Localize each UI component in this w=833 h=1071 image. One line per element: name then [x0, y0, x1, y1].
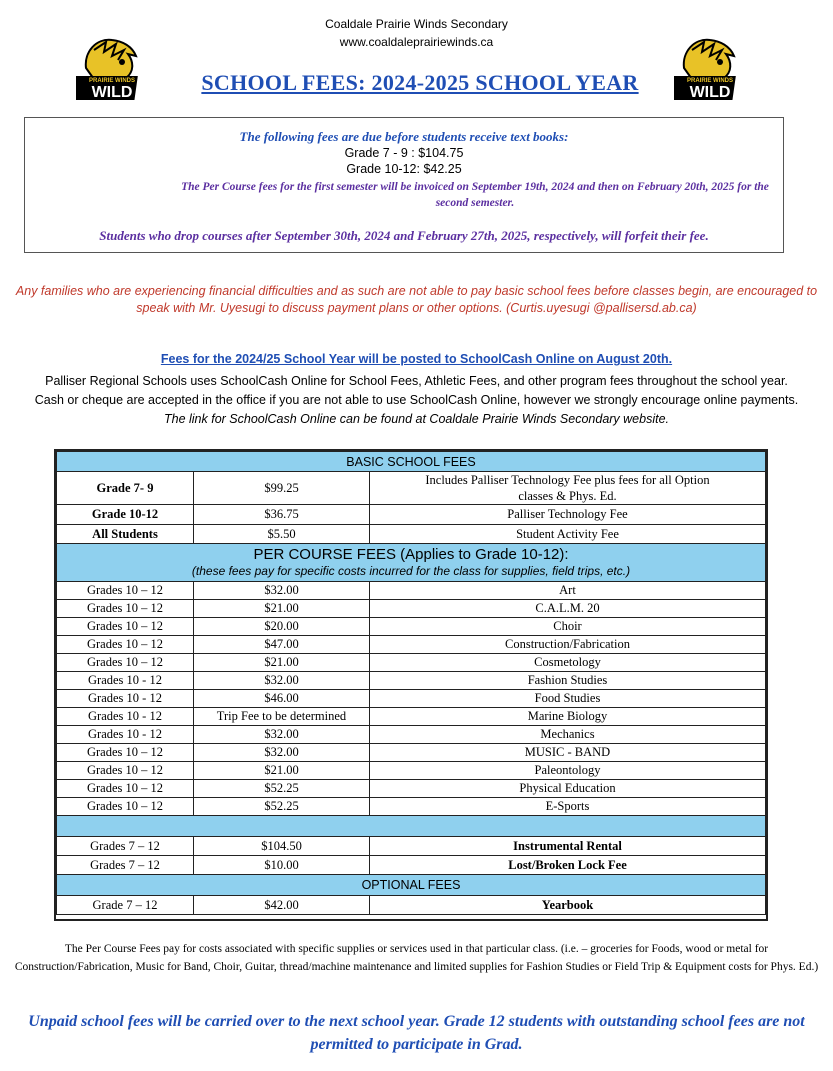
course-grade-cell: Grades 10 – 12: [57, 600, 194, 618]
course-fee-cell: $52.25: [194, 798, 370, 816]
schoolcash-info: [30, 372, 803, 429]
course-name-cell: Physical Education: [370, 780, 766, 798]
basic-desc-cell: Student Activity Fee: [370, 525, 766, 544]
course-name-cell: MUSIC - BAND: [370, 744, 766, 762]
logo-text: WILD: [689, 84, 731, 101]
optional-fees-title: OPTIONAL FEES: [57, 875, 766, 896]
other-grade-cell: Grades 7 – 12: [57, 837, 194, 856]
course-fee-cell: $32.00: [194, 726, 370, 744]
spacer-band: [57, 816, 766, 837]
fees-table: [54, 449, 768, 921]
course-grade-cell: Grades 10 - 12: [57, 690, 194, 708]
course-fee-cell: $52.25: [194, 780, 370, 798]
basic-fee-cell: $36.75: [194, 505, 370, 525]
course-grade-cell: Grades 10 - 12: [57, 672, 194, 690]
notice-invoice-dates: The Per Course fees for the first semester will be invoiced on September 19th, 2024 and then on February 20th, 2025 for the second semester.: [181, 181, 769, 209]
school-website-link[interactable]: www.coaldaleprairiewinds.ca: [339, 35, 494, 49]
basic-grade-cell: All Students: [57, 525, 194, 544]
course-name-cell: Fashion Studies: [370, 672, 766, 690]
notice-due-heading: The following fees are due before students receive text books:: [239, 129, 569, 144]
basic-grade-cell: Grade 7- 9: [57, 472, 194, 505]
course-name-cell: E-Sports: [370, 798, 766, 816]
schoolcash-link-note: The link for SchoolCash Online can be found at Coaldale Prairie Winds Secondary website.: [163, 412, 670, 426]
course-grade-cell: Grades 10 – 12: [57, 744, 194, 762]
course-grade-cell: Grades 10 - 12: [57, 726, 194, 744]
course-name-cell: Paleontology: [370, 762, 766, 780]
course-grade-cell: Grades 10 – 12: [57, 654, 194, 672]
notice-grade-10-12-total: Grade 10-12: $42.25: [346, 162, 462, 176]
course-grade-cell: Grades 10 – 12: [57, 762, 194, 780]
school-name: Coaldale Prairie Winds Secondary: [325, 17, 508, 31]
course-name-cell: Choir: [370, 618, 766, 636]
course-grade-cell: Grades 10 – 12: [57, 798, 194, 816]
course-fee-cell: $46.00: [194, 690, 370, 708]
course-name-cell: Mechanics: [370, 726, 766, 744]
course-name-cell: Marine Biology: [370, 708, 766, 726]
course-grade-cell: Grades 10 – 12: [57, 618, 194, 636]
basic-fee-cell: $99.25: [194, 472, 370, 505]
optional-desc-cell: Yearbook: [370, 896, 766, 915]
other-desc-cell: Lost/Broken Lock Fee: [370, 856, 766, 875]
unpaid-fees-warning: Unpaid school fees will be carried over to the next school year. Grade 12 students with outstanding school fees are not permitted to participate in Grad.: [28, 1013, 805, 1053]
fee-notice-box: [24, 117, 784, 253]
basic-fees-title: BASIC SCHOOL FEES: [57, 452, 766, 472]
course-fee-cell: $21.00: [194, 654, 370, 672]
course-fee-cell: $32.00: [194, 744, 370, 762]
basic-grade-cell: Grade 10-12: [57, 505, 194, 525]
course-fee-cell: $21.00: [194, 600, 370, 618]
basic-desc-cell: Includes Palliser Technology Fee plus fees for all Option classes & Phys. Ed.: [370, 472, 766, 505]
optional-grade-cell: Grade 7 – 12: [57, 896, 194, 915]
course-grade-cell: Grades 10 – 12: [57, 780, 194, 798]
course-fee-cell: $32.00: [194, 582, 370, 600]
per-course-fees-title: PER COURSE FEES (Applies to Grade 10-12):: [253, 545, 569, 563]
optional-fee-cell: $42.00: [194, 896, 370, 915]
schoolcash-heading: Fees for the 2024/25 School Year will be posted to SchoolCash Online on August 20th.: [160, 352, 673, 366]
other-desc-cell: Instrumental Rental: [370, 837, 766, 856]
course-fee-cell: Trip Fee to be determined: [194, 708, 370, 726]
course-fee-cell: $47.00: [194, 636, 370, 654]
notice-drop-policy: Students who drop courses after September 30th, 2024 and February 27th, 2025, respectively, will forfeit their fee.: [99, 228, 709, 243]
logo-text: WILD: [91, 84, 133, 101]
financial-hardship-note: Any families who are experiencing financial difficulties and as such are not able to pay basic school fees before classes begin, are encouraged to speak with Mr. Uyesugi to discuss payment plans or other options. (Curtis.uyesugi @pallisersd.ab.ca): [15, 284, 818, 315]
course-name-cell: Construction/Fabrication: [370, 636, 766, 654]
course-fee-cell: $32.00: [194, 672, 370, 690]
other-fee-cell: $10.00: [194, 856, 370, 875]
schoolcash-body-text: Palliser Regional Schools uses SchoolCash Online for School Fees, Athletic Fees, and other program fees throughout the school year. Cash or cheque are accepted in the office if you are not able to use SchoolCash Online, however we strongly encourage online payments.: [34, 374, 799, 407]
course-fee-cell: $20.00: [194, 618, 370, 636]
per-course-fees-subtitle: (these fees pay for specific costs incurred for the class for supplies, field trips, etc.): [191, 563, 631, 578]
notice-grade-7-9-total: Grade 7 - 9 : $104.75: [344, 146, 464, 160]
course-grade-cell: Grades 10 - 12: [57, 708, 194, 726]
basic-desc-cell: Palliser Technology Fee: [370, 505, 766, 525]
logo-subtext: PRAIRIE WINDS: [88, 78, 136, 84]
course-grade-cell: Grades 10 – 12: [57, 636, 194, 654]
wild-logo-icon: [76, 32, 148, 104]
course-name-cell: Food Studies: [370, 690, 766, 708]
course-grade-cell: Grades 10 – 12: [57, 582, 194, 600]
course-fee-cell: $21.00: [194, 762, 370, 780]
course-name-cell: C.A.L.M. 20: [370, 600, 766, 618]
course-name-cell: Art: [370, 582, 766, 600]
page-title: SCHOOL FEES: 2024-2025 SCHOOL YEAR: [201, 70, 639, 95]
basic-fee-cell: $5.50: [194, 525, 370, 544]
other-grade-cell: Grades 7 – 12: [57, 856, 194, 875]
other-fee-cell: $104.50: [194, 837, 370, 856]
logo-subtext: PRAIRIE WINDS: [686, 78, 734, 84]
course-name-cell: Cosmetology: [370, 654, 766, 672]
per-course-footnote: The Per Course Fees pay for costs associated with specific supplies or services used in that particular class. (i.e. – groceries for Foods, wood or metal for Construction/Fabrication, Music for Band, Choir, Guitar, thread/machine maintenance and limited supplies for Fashion Studies or Field Trip & Equipment costs for Phys. Ed.): [14, 943, 819, 973]
